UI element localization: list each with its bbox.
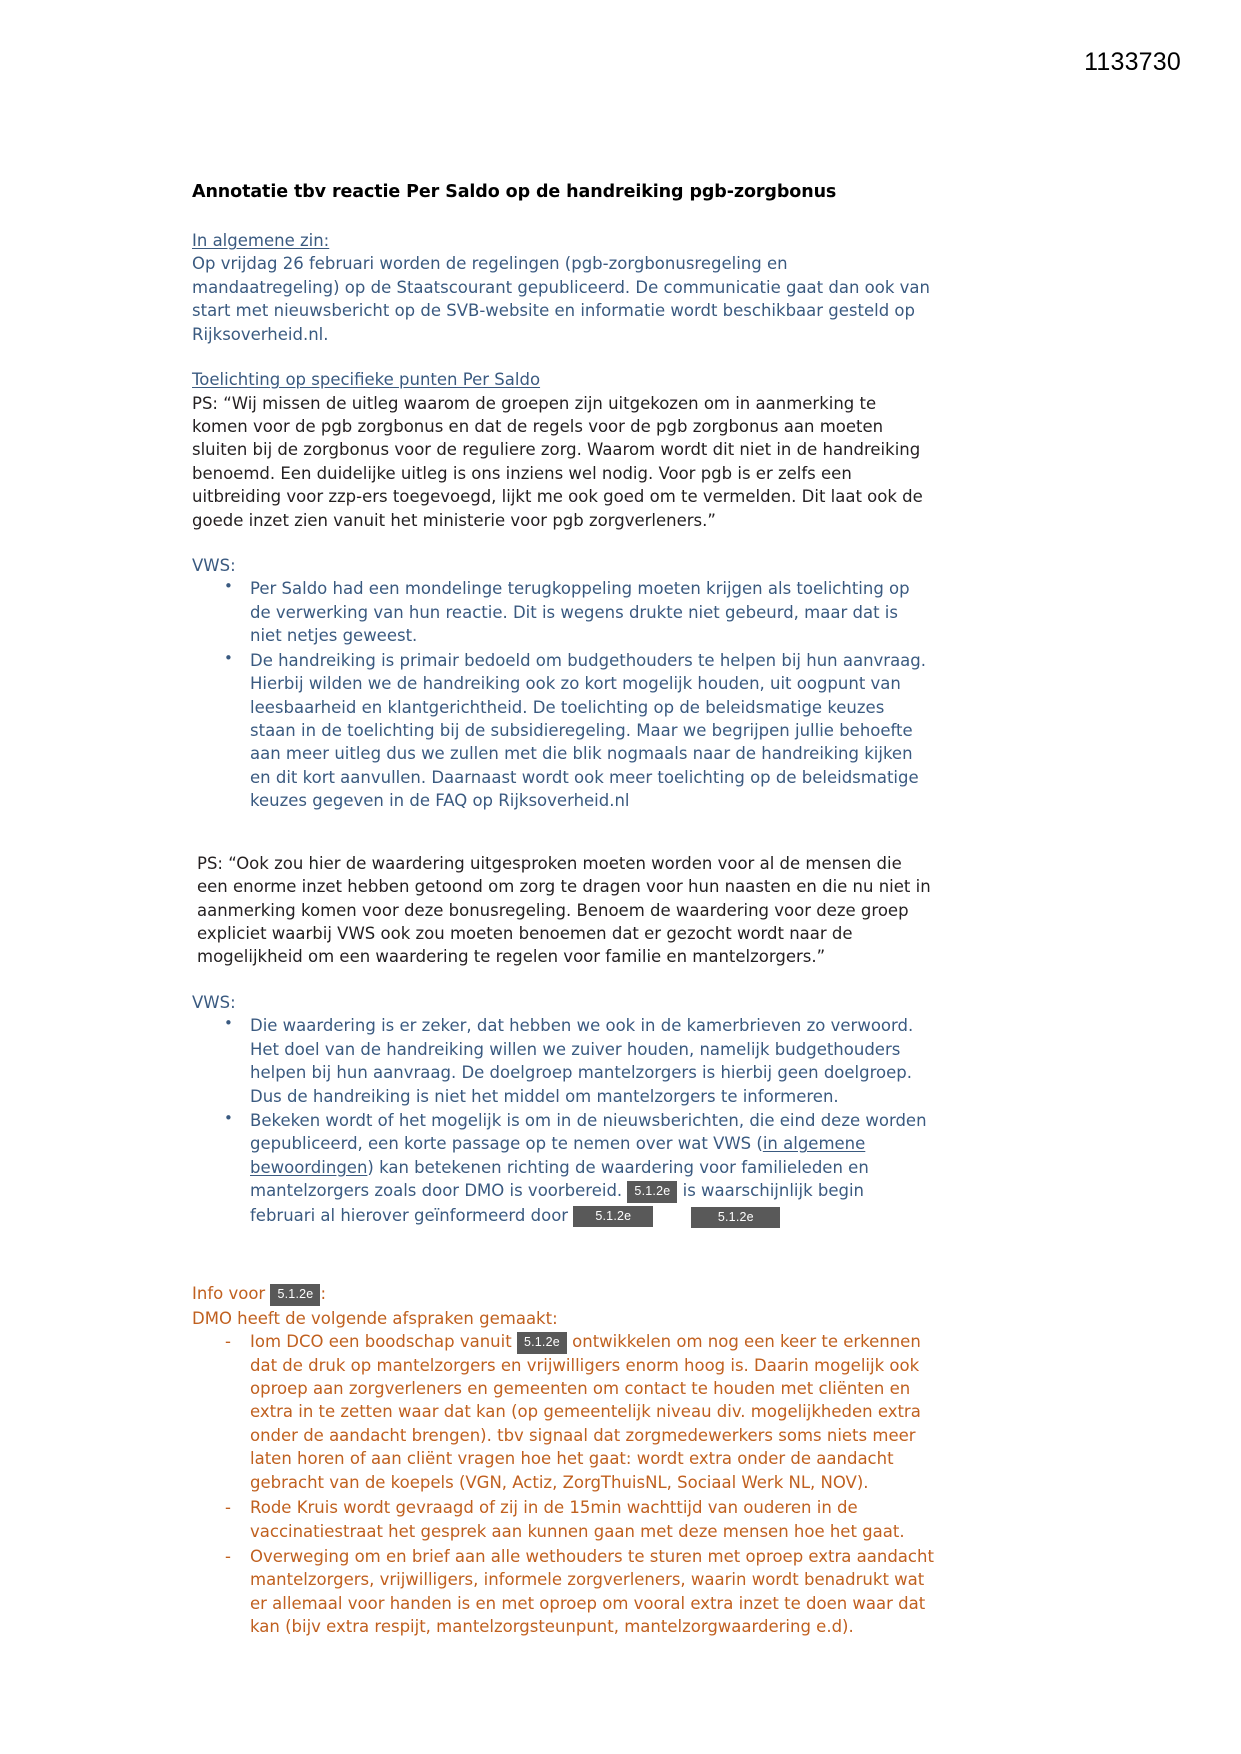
list-item: • Die waardering is er zeker, dat hebben we ook in de kamerbrieven zo verwoord. Het doel van de handreiking willen we zuiver houden, namelijk budgethouders helpen bij hun aanvraag. De doelgroep mantelzorgers is hierbij geen doelgroep. Dus de handreiking is niet het middel om mantelzorgers te informeren. bbox=[192, 1014, 934, 1108]
redaction-badge: 5.1.2e bbox=[691, 1207, 780, 1229]
heading-info-voor bbox=[192, 1282, 934, 1306]
heading-in-algemene-zin: In algemene zin: bbox=[192, 231, 330, 250]
info-heading-colon: : bbox=[320, 1284, 326, 1304]
paragraph-ps-quote-2: PS: “Ook zou hier de waardering uitgesproken moeten worden voor al de mensen die een enorme inzet hebben getoond om zorg te dragen voor hun naasten en die nu niet in aanmerking komen voor deze bonusregeling. Benoem de waardering voor deze groep expliciet waarbij VWS ook zou moeten benoemen dat er gezocht wordt naar de mogelijkheid om een waardering te regelen voor familie en mantelzorgers.” bbox=[197, 853, 931, 967]
list-item-with-redaction bbox=[192, 1330, 934, 1494]
subheading-dmo-afspraken: DMO heeft de volgende afspraken gemaakt: bbox=[192, 1308, 558, 1328]
info-heading-prefix: Info voor bbox=[192, 1284, 266, 1304]
document-number: 1133730 bbox=[1084, 48, 1181, 76]
spacer bbox=[192, 532, 934, 554]
spacer bbox=[192, 969, 934, 991]
list-item: - Overweging om en brief aan alle wethouders te sturen met oproep extra aandacht mantelzorgers, vrijwilligers, informele zorgverleners, waarin wordt benadrukt wat er allemaal voor handen is en met oproep om vooral extra inzet te doen waar dat kan (bijv extra respijt, mantelzorgsteunpunt, mantelzorgwaardering e.d). bbox=[192, 1545, 934, 1639]
paragraph-general-intro: Op vrijdag 26 februari worden de regelingen (pgb-zorgbonusregeling en mandaatregeling) op de Staatscourant gepubliceerd. De communicatie gaat dan ook van start met nieuwsbericht op de SVB-website en informatie wordt beschikbaar gesteld op Rijksoverheid.nl. bbox=[192, 254, 930, 344]
heading-toelichting-specifieke-punten: Toelichting op specifieke punten Per Saldo bbox=[192, 370, 541, 390]
vws-bullet-list-1 bbox=[192, 577, 934, 812]
redaction-badge: 5.1.2e bbox=[517, 1332, 567, 1354]
item-text-part-1: Iom DCO een boodschap vanuit bbox=[250, 1332, 517, 1352]
spacer bbox=[192, 1229, 934, 1267]
label-vws-2: VWS: bbox=[192, 992, 236, 1012]
dmo-afspraken-list bbox=[192, 1330, 934, 1639]
page-title: Annotatie tbv reactie Per Saldo op de handreiking pgb-zorgbonus bbox=[192, 182, 837, 202]
redaction-badge: 5.1.2e bbox=[573, 1206, 653, 1228]
list-item: - Rode Kruis wordt gevraagd of zij in de 15min wachttijd van ouderen in de vaccinatiestraat het gesprek aan kunnen gaan met deze mensen hoe het gaat. bbox=[192, 1496, 934, 1543]
list-item: • Per Saldo had een mondelinge terugkoppeling moeten krijgen als toelichting op de verwerking van hun reactie. Dit is wegens drukte niet gebeurd, maar dat is niet netjes geweest. bbox=[192, 577, 934, 647]
list-item: • De handreiking is primair bedoeld om budgethouders te helpen bij hun aanvraag. Hierbij wilden we de handreiking ook zo kort mogelijk houden, uit oogpunt van leesbaarheid en klantgerichtheid. De toelichting op de beleidsmatige keuzes staan in de toelichting bij de subsidieregeling. Maar we begrijpen jullie behoefte aan meer uitleg dus we zullen met die blik nogmaals naar de handreiking kijken en dit kort aanvullen. Daarnaast wordt ook meer toelichting op de beleidsmatige keuzes gegeven in de FAQ op Rijksoverheid.nl bbox=[192, 649, 934, 813]
item-text-part-2: ontwikkelen om nog een keer te erkennen dat de druk op mantelzorgers en vrijwilligers enorm hoog is. Daarin mogelijk ook oproep aan zorgverleners en gemeenten om contact te houden met cliënten en extra in te zetten waar dat kan (op gemeentelijk niveau div. mogelijkheden extra onder de aandacht brengen). tbv signaal dat zorgmedewerkers soms niets meer laten horen of aan cliënt vragen hoe het gaat: wordt extra onder de aandacht gebracht van de koepels (VGN, Actiz, ZorgThuisNL, Sociaal Werk NL, NOV). bbox=[250, 1332, 921, 1492]
paragraph-ps-quote-1: PS: “Wij missen de uitleg waarom de groepen zijn uitgekozen om in aanmerking te komen voor de pgb zorgbonus en dat de regels voor de pgb zorgbonus aan moeten sluiten bij de zorgbonus voor de reguliere zorg. Waarom wordt dit niet in de handreiking benoemd. Een duidelijke uitleg is ons inziens wel nodig. Voor pgb is er zelfs een uitbreiding voor zzp-ers toegevoegd, lijkt me ook goed om te vermelden. Dit laat ook de goede inzet zien vanuit het ministerie voor pgb zorgverleners.” bbox=[192, 393, 923, 530]
spacer bbox=[192, 346, 934, 368]
bullet-text-part-2: ) kan betekenen richting de waardering voor familieleden en mantelzorgers zoals door DMO is voorbereid. bbox=[250, 1157, 869, 1201]
list-item-with-redactions bbox=[192, 1109, 934, 1228]
document-body bbox=[192, 182, 934, 1641]
redaction-badge: 5.1.2e bbox=[627, 1181, 677, 1203]
spacer bbox=[192, 814, 934, 852]
redaction-badge: 5.1.2e bbox=[270, 1284, 320, 1306]
bullet-text-part-1: Bekeken wordt of het mogelijk is om in de nieuwsberichten, die eind deze worden gepubliceerd, een korte passage op te nemen over wat VWS ( bbox=[250, 1110, 927, 1154]
spacer bbox=[192, 1267, 934, 1282]
vws-bullet-list-2 bbox=[192, 1014, 934, 1228]
bullet-text-part-3: is waarschijnlijk begin februari al hierover geïnformeerd door bbox=[250, 1181, 865, 1225]
label-vws-1: VWS: bbox=[192, 556, 236, 576]
bullet-text-underlined: in algemene bewoordingen bbox=[250, 1134, 866, 1177]
